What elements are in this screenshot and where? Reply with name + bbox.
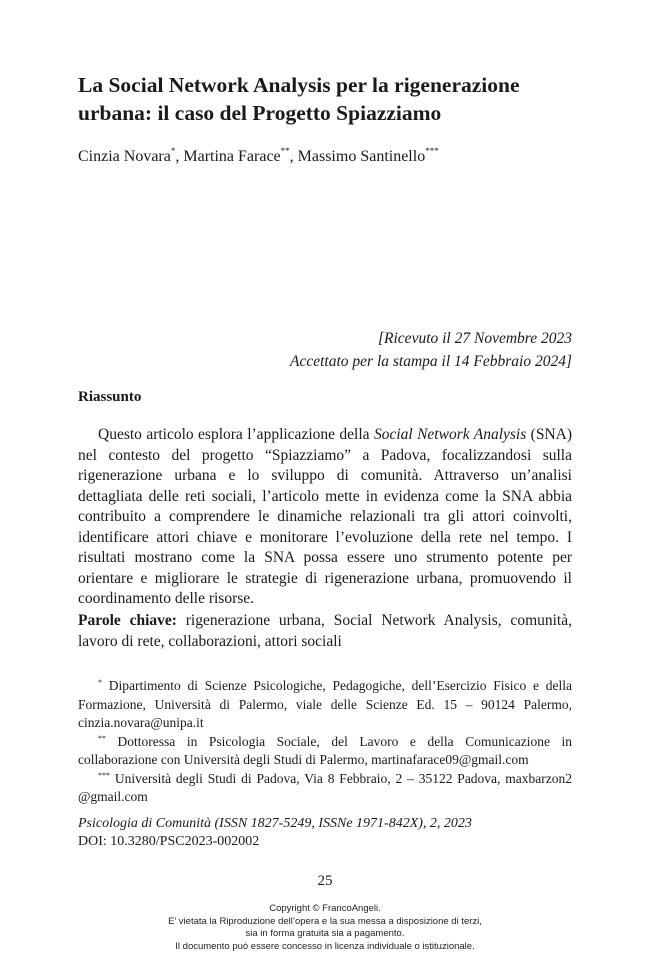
footnote-text: Università degli Studi di Padova, Via 8 Febbraio, 2 – 35122 Padova, maxbarzon2 @gmail.com	[78, 770, 572, 804]
footnote-mark: *	[98, 678, 102, 687]
footnote	[78, 677, 572, 733]
author-footnote-mark: *	[170, 146, 176, 156]
copyright-line: sia in forma gratuita sia a pagamento.	[245, 928, 405, 939]
author-name: Cinzia Novara	[78, 148, 171, 165]
author-footnote-mark: ***	[425, 146, 439, 156]
author-footnote-mark: **	[280, 146, 290, 156]
footnote-mark: **	[98, 733, 106, 743]
received-date: [Ricevuto il 27 Novembre 2023	[378, 330, 572, 347]
abstract-heading: Riassunto	[78, 389, 142, 405]
keywords-label: Parole chiave:	[78, 612, 177, 629]
submission-dates	[240, 327, 572, 373]
footnote-text: Dipartimento di Scienze Psicologiche, Pedagogiche, dell’Esercizio Fisico e della Formazione, Università di Palermo, viale delle Scienze Ed. 15 – 90124 Palermo, cinzia.novara@unipa.it	[78, 678, 572, 730]
abstract-text-italic: Social Network Analysis	[373, 426, 527, 443]
keywords	[78, 611, 572, 652]
author-name: Massimo Santinello	[297, 148, 426, 165]
journal-info	[78, 815, 572, 851]
copyright-line: E’ vietata la Riproduzione dell’opera e la sua messa a disposizione di terzi,	[168, 915, 482, 927]
footnote-text: Dottoressa in Psicologia Sociale, del Lavoro e della Comunicazione in collaborazione con Università degli Studi di Palermo, martinafarace09@gmail.com	[78, 733, 572, 767]
article-title: La Social Network Analysis per la rigenerazione urbana: il caso del Progetto Spiazziamo	[78, 73, 520, 125]
accepted-date: Accettato per la stampa il 14 Febbraio 2024]	[290, 353, 572, 370]
footnote	[78, 733, 572, 770]
author-name: Martina Farace	[183, 148, 281, 165]
footnotes	[78, 677, 572, 807]
copyright-line: Il documento può essere concesso in licenza individuale o istituzionale.	[175, 940, 475, 952]
doi: DOI: 10.3280/PSC2023-002002	[78, 834, 260, 849]
page-number: 25	[317, 873, 333, 889]
keywords-text: rigenerazione urbana, Social Network Analysis, comunità, lavoro di rete, collaborazioni, attori sociali	[78, 612, 572, 650]
abstract-text	[78, 425, 572, 610]
author-list: Cinzia Novara*, Martina Farace**, Massimo Santinello***	[78, 146, 439, 165]
copyright-line: Copyright © FrancoAngeli.	[269, 903, 381, 914]
footnote	[78, 770, 572, 807]
footnote-mark: ***	[98, 770, 110, 780]
abstract-text-start: Questo articolo esplora l’applicazione della	[98, 426, 374, 443]
copyright-notice	[0, 903, 650, 953]
journal-citation: Psicologia di Comunità (ISSN 1827-5249, ISSNe 1971-842X), 2, 2023	[78, 816, 472, 831]
abstract-text-end: (SNA) nel contesto del progetto “Spiazziamo” a Padova, focalizzandosi sulla rigenerazione urbana e lo sviluppo di comunità. Attraverso un’analisi dettagliata delle reti sociali, l’articolo mette in evidenza come la SNA abbia contribuito a comprendere le dinamiche relazionali tra gli attori coinvolti, identificare attori chiave e monitorare l’evoluzione della rete nel tempo. I risultati mostrano come la SNA possa essere uno strumento potente per orientare e migliorare le strategie di rigenerazione urbana, promuovendo il coordinamento delle risorse.	[78, 426, 572, 607]
